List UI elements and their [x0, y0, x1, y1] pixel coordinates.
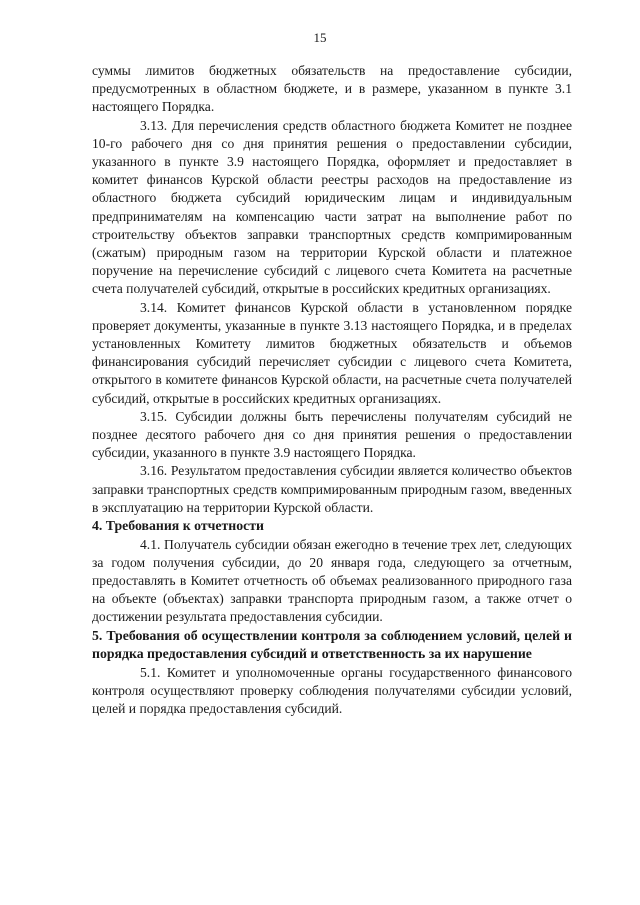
paragraph-continuation: суммы лимитов бюджетных обязательств на предоставление субсидии, предусмотренных в областном бюджете, и в размере, указанном в пункте 3.1 настоящего Порядка.	[92, 63, 572, 115]
document-body	[92, 62, 572, 718]
paragraph-3-15: 3.15. Субсидии должны быть перечислены получателям субсидий не позднее десятого рабочего дня со дня принятия решения о предоставлении субсидии, указанного в пункте 3.9 настоящего Порядка.	[92, 408, 572, 461]
paragraph-3-16: 3.16. Результатом предоставления субсидии является количество объектов заправки транспортных средств компримированным природным газом, введенных в эксплуатацию на территории Курской области.	[92, 463, 572, 515]
paragraph-3-13: 3.13. Для перечисления средств областного бюджета Комитет не позднее 10-го рабочего дня со дня принятия решения о предоставлении субсидии, указанного в пункте 3.9 настоящего Порядка, оформляет и предоставляет в комитет финансов Курской области реестры расходов на предоставление из областного бюджета субсидий юридическим лицам и индивидуальным предпринимателям на компенсацию части затрат на выполнение работ по строительству объектов заправки транспортных средств компримированным (сжатым) природным газом на территории Курской области и платежное поручение на перечисление субсидий с лицевого счета Комитета на расчетные счета получателей субсидий, открытые в российских кредитных организациях.	[92, 117, 572, 297]
section-4-heading: 4. Требования к отчетности	[92, 518, 264, 534]
paragraph-5-1: 5.1. Комитет и уполномоченные органы государственного финансового контроля осуществляют проверку соблюдения получателями субсидии условий, целей и порядка предоставления субсидий.	[92, 664, 572, 716]
paragraph-4-1: 4.1. Получатель субсидии обязан ежегодно в течение трех лет, следующих за годом получения субсидии, до 20 января года, следующего за отчетным, предоставлять в Комитет отчетность об объемах реализованного природного газа на объекте (объектах) заправки транспорта природным газом, а также отчет о достижении результата предоставления субсидии.	[92, 536, 572, 625]
section-5-heading: 5. Требования об осуществлении контроля за соблюдением условий, целей и порядка предоставления субсидий и ответственность за их нарушение	[92, 627, 572, 662]
paragraph-3-14: 3.14. Комитет финансов Курской области в установленном порядке проверяет документы, указанные в пункте 3.13 настоящего Порядка, и в пределах установленных Комитету лимитов бюджетных обязательств и объемов финансирования субсидий перечисляет субсидии с лицевого счета Комитета, открытого в комитете финансов Курской области, на расчетные счета получателей субсидий, открытые в российских кредитных организациях.	[92, 299, 572, 406]
page-number: 15	[313, 30, 327, 45]
